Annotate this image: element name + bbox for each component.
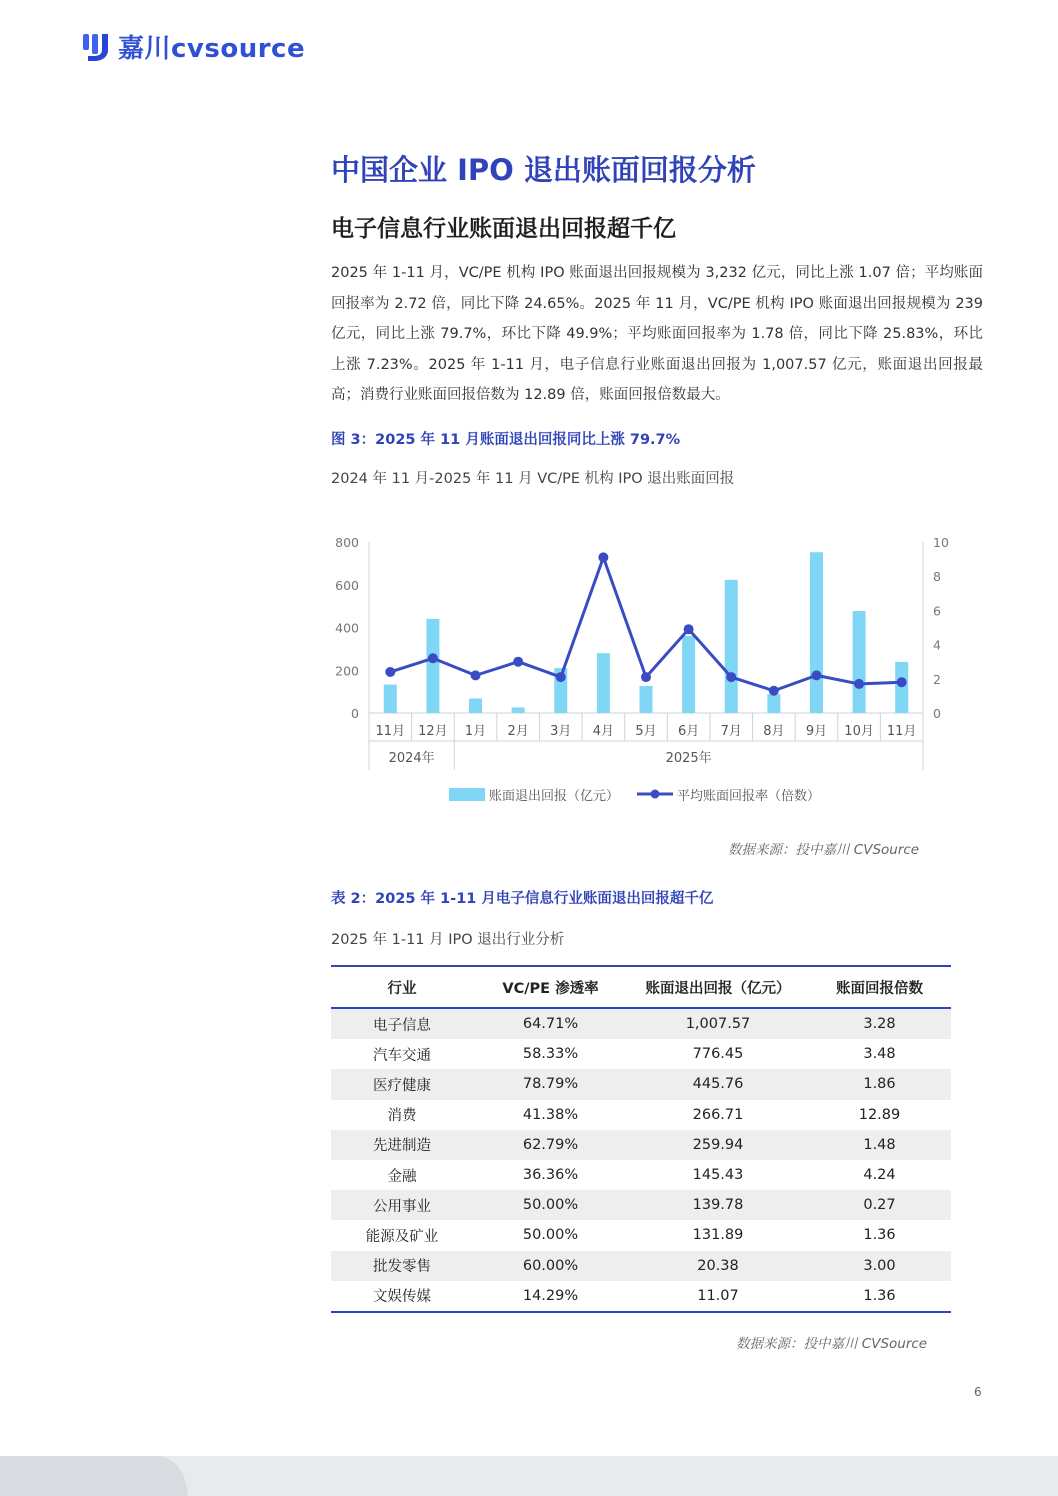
row-industry: 消费 [387,1108,417,1125]
table-row [331,1220,951,1250]
table-row [331,1039,951,1069]
row-penetration: 62.79% [473,1130,628,1160]
table-row [331,1069,951,1099]
row-industry: 电子信息 [331,1008,473,1039]
row-industry: 先进制造 [331,1130,473,1160]
rate-point [471,670,481,680]
table-header-row [331,966,951,1008]
x-tick-label: 9月 [805,724,828,739]
legend-bar-swatch [449,788,485,801]
row-penetration: 58.33% [522,1046,579,1063]
row-penetration: 36.36% [522,1167,579,1184]
footer-decoration [0,1456,200,1496]
header-multiple: 账面回报倍数 [808,966,951,1008]
x-tick-label: 12月 [418,724,448,739]
header-return: 账面退出回报（亿元） [628,966,808,1008]
row-penetration: 50.00% [522,1227,579,1244]
row-multiple: 4.24 [863,1167,896,1184]
table-caption: 表 2：2025 年 1-11 月电子信息行业账面退出回报超千亿 [331,891,714,907]
return-bar [469,698,482,713]
x-tick-label: 10月 [844,724,874,739]
footer-band [0,1456,1058,1496]
rate-point [726,672,736,682]
row-industry: 医疗健康 [331,1069,473,1099]
brand-logo-icon [82,31,112,63]
y-right-tick-label: 4 [933,637,941,653]
row-return: 139.78 [628,1190,808,1220]
figure-caption: 图 3：2025 年 11 月账面退出回报同比上涨 79.7% [331,432,681,448]
summary-paragraph: 2025 年 1-11 月，VC/PE 机构 IPO 账面退出回报规模为 3,232 亿元，同比上涨 1.07 倍；平均账面回报率为 2.72 倍，同比下降 24.65%。2025 年 11 月，VC/PE 机构 IPO 账面退出回报规模为 239 亿元，同比上涨 79.7%，环比下降 49.9%；平均账面回报率为 1.78 倍，同比下降 25.83%，环比上涨 7.23%。2025 年 1-11 月，电子信息行业账面退出回报为 1,007.57 亿元，账面退出回报最高；消费行业账面回报倍数为 12.89 倍，账面回报倍数最大。 [331,265,983,403]
rate-point [854,679,864,689]
y-left-tick-label: 600 [335,577,359,593]
row-multiple: 3.28 [808,1008,951,1039]
x-tick-label: 11月 [886,724,917,739]
x-tick-label: 3月 [550,724,572,739]
return-bar [767,694,780,713]
return-bar [895,662,908,713]
figure-subtitle: 2024 年 11 月-2025 年 11 月 VC/PE 机构 IPO 退出账面回报 [331,471,735,487]
rate-point [811,670,821,680]
row-return: 266.71 [692,1106,744,1123]
rate-point [769,686,779,696]
row-multiple: 3.48 [863,1046,896,1063]
y-right-tick-label: 2 [933,671,941,687]
row-industry: 公用事业 [331,1190,473,1220]
industry-table [331,965,951,1313]
ipo-return-chart [331,520,951,820]
table-row [331,1190,951,1220]
row-penetration: 14.29% [473,1281,628,1312]
year-group-label: 2024年 [388,751,435,766]
table-row [331,1251,951,1281]
table-row [331,1281,951,1312]
y-right-tick-label: 0 [933,706,941,721]
row-return: 445.76 [628,1069,808,1099]
header-penetration: VC/PE 渗透率 [473,966,628,1008]
x-tick-label: 6月 [677,724,700,739]
row-multiple: 1.36 [863,1227,896,1244]
x-tick-label: 5月 [635,724,657,739]
y-left-tick-label: 200 [335,663,359,679]
rate-point [598,552,608,562]
x-tick-label: 4月 [592,724,615,739]
brand-name: 嘉川cvsource [118,34,306,64]
y-right-tick-label: 6 [933,603,941,619]
table-subtitle: 2025 年 1-11 月 IPO 退出行业分析 [331,932,565,948]
row-return: 259.94 [628,1130,808,1160]
page-title: 中国企业 IPO 退出账面回报分析 [331,153,756,187]
row-return: 1,007.57 [628,1008,808,1039]
row-return: 131.89 [692,1227,744,1244]
rate-point [556,672,566,682]
return-bar [640,686,653,713]
row-multiple: 12.89 [858,1106,901,1123]
row-multiple: 0.27 [808,1190,951,1220]
row-return: 776.45 [692,1046,744,1063]
table-body [331,1008,951,1312]
y-right-tick-label: 8 [933,569,941,585]
row-multiple: 1.48 [808,1130,951,1160]
x-tick-label: 2月 [507,724,529,739]
row-penetration: 60.00% [473,1251,628,1281]
table-row [331,1100,951,1130]
legend-line-label: 平均账面回报率（倍数） [677,789,821,804]
x-tick-label: 8月 [763,724,785,739]
x-tick-label: 11月 [375,724,406,739]
header-industry: 行业 [331,966,473,1008]
year-group-label: 2025年 [665,751,712,766]
row-industry: 批发零售 [331,1251,473,1281]
rate-point [684,624,694,634]
page-number: 6 [974,1385,982,1399]
return-bar [512,707,525,713]
row-multiple: 3.00 [808,1251,951,1281]
row-penetration: 64.71% [473,1008,628,1039]
return-bar [384,685,397,713]
return-bar [725,580,738,713]
row-return: 11.07 [628,1281,808,1312]
legend-bar-label: 账面退出回报（亿元） [489,789,620,804]
return-bar [597,653,610,713]
rate-point [897,677,907,687]
return-bar [810,552,823,713]
return-bar [426,619,439,713]
rate-point [385,667,395,677]
row-return: 20.38 [628,1251,808,1281]
brand-logo [82,28,305,65]
legend-line-marker [651,790,660,799]
row-penetration: 78.79% [473,1069,628,1099]
table-source: 数据来源：投中嘉川 CVSource [736,1336,928,1352]
row-penetration: 50.00% [473,1190,628,1220]
y-left-tick-label: 400 [335,620,359,636]
return-bar [853,611,866,713]
row-multiple: 1.86 [808,1069,951,1099]
y-left-tick-label: 800 [335,535,359,550]
figure-source: 数据来源：投中嘉川 CVSource [728,842,920,858]
row-industry: 金融 [387,1168,417,1185]
table-row [331,1008,951,1039]
table-row [331,1130,951,1160]
x-tick-label: 1月 [464,724,487,739]
row-industry: 文娱传媒 [331,1281,473,1312]
rate-line [390,557,901,690]
x-tick-label: 7月 [720,724,742,739]
rate-point [513,657,523,667]
row-return: 145.43 [692,1167,744,1184]
row-industry: 汽车交通 [373,1047,431,1064]
row-multiple: 1.36 [808,1281,951,1312]
rate-point [428,653,438,663]
row-industry: 能源及矿业 [365,1228,439,1245]
rate-point [641,672,651,682]
table-row [331,1160,951,1190]
return-bar [682,636,695,713]
y-left-tick-label: 0 [351,706,359,721]
y-right-tick-label: 10 [933,535,949,550]
row-penetration: 41.38% [522,1106,579,1123]
section-title: 电子信息行业账面退出回报超千亿 [331,216,676,242]
